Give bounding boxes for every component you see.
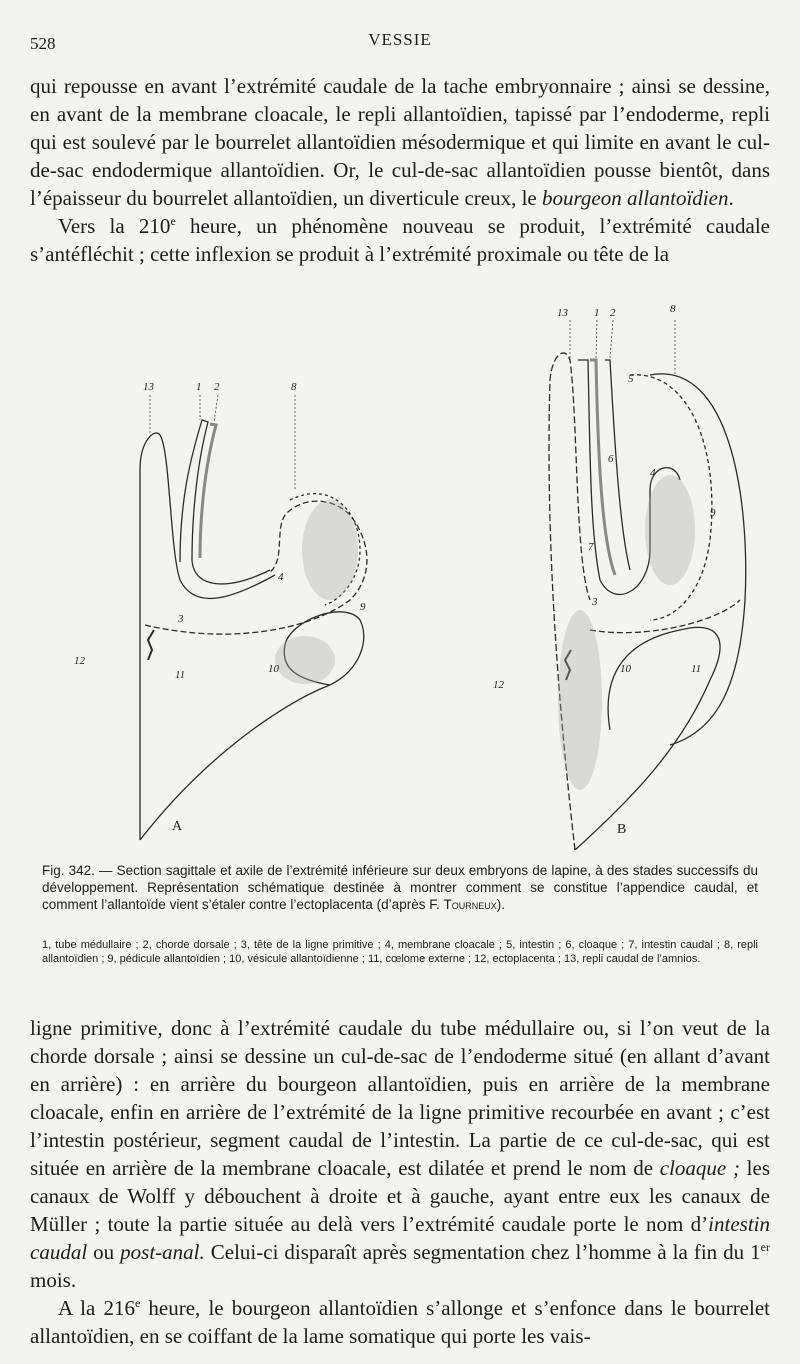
panel-a-stipple	[275, 500, 358, 684]
page-number: 528	[30, 34, 56, 53]
paragraph-1: qui repousse en avant l’extrémité caudale de la tache embryonnaire ; ainsi se dessine, en avant de la membrane cloacale, le repli allantoïdien, tapissé par l’endoderme, repli qui est soulevé par le bourrelet allantoïdien mésodermique et qui limite en avant le cul-de-sac endodermique allantoïdien. Or, le cul-de-sac allantoïdien pousse bientôt, dans l’épaisseur du bourrelet allantoïdien, un diverticule creux, le bourgeon allantoïdien.	[30, 74, 770, 210]
panel-letter-a: A	[172, 819, 183, 834]
running-title: VESSIE	[368, 30, 432, 49]
label-a-3: 3	[178, 613, 184, 625]
label-b-3: 3	[592, 596, 598, 608]
label-a-13: 13	[143, 381, 154, 393]
emphasis-bourgeon: bourgeon allantoïdien	[541, 186, 729, 210]
panel-a-drawing	[140, 420, 367, 840]
label-b-6: 6	[608, 453, 614, 465]
label-a-12: 12	[74, 655, 85, 667]
label-a-9: 9	[360, 601, 366, 613]
figure-342	[30, 300, 770, 850]
paragraph-4: A la 216e heure, le bourgeon allantoïdien s’allonge et s’enfonce dans le bourrelet allantoïdien, en se coiffant de la lame somatique qui porte les vais-	[30, 1296, 770, 1348]
label-a-10: 10	[268, 663, 279, 675]
figure-caption: Fig. 342. — Section sagittale et axile de l’extrémité inférieure sur deux embryons de lapine, à des stades successifs du développement. Représentation schématique destinée à montrer comment se constitue l’appendice caudal, et comment l’allantoïde vient s’étaler contre l’ectoplacenta (d’après F. Tourneux).	[42, 863, 758, 912]
text-block-top	[30, 72, 770, 268]
label-b-9: 9	[710, 507, 716, 519]
label-b-12: 12	[493, 679, 504, 691]
panel-letter-b: B	[617, 822, 627, 837]
paragraph-2: Vers la 210e heure, un phénomène nouveau se produit, l’extrémité caudale s’antéfléchit ; cette inflexion se produit à l’extrémité proximale ou tête de la	[30, 214, 771, 266]
caption-author: Tourneux	[443, 897, 497, 912]
figure-legend: 1, tube médullaire ; 2, chorde dorsale ; 3, tête de la ligne primitive ; 4, membrane cloacale ; 5, intestin ; 6, cloaque ; 7, intestin caudal ; 8, repli allantoïdien ; 9, pédicule allantoïdien ; 10, vésicule allantoïdienne ; 11, cœlome externe ; 12, ectoplacenta ; 13, repli caudal de l’amnios.	[42, 939, 758, 965]
label-a-2: 2	[214, 381, 220, 393]
label-b-2: 2	[610, 307, 616, 319]
paragraph-3: ligne primitive, donc à l’extrémité caudale du tube médullaire ou, si l’on veut de la chorde dorsale ; ainsi se dessine un cul-de-sac de l’endoderme situé (en allant d’avant en arrière) : en arrière du bourgeon allantoïdien, puis en arrière de la membrane cloacale, enfin en arrière de l’extrémité de la ligne primitive recourbée en avant ; c’est l’intestin postérieur, segment caudal de l’intestin. La partie de ce cul-de-sac, qui est située en arrière de la membrane cloacale, est dilatée et prend le nom de cloaque ; les canaux de Wolff y débouchent à droite et à gauche, ayant entre eux les canaux de Müller ; toute la partie située au delà vers l’extrémité caudale porte le nom d’intestin caudal ou post-anal. Celui-ci disparaît après segmentation chez l’homme à la fin du 1er mois.	[30, 1016, 770, 1292]
label-b-4: 4	[650, 467, 656, 479]
label-b-10: 10	[620, 663, 631, 675]
label-b-13: 13	[557, 307, 568, 319]
label-b-8: 8	[670, 303, 676, 315]
label-a-4: 4	[278, 571, 284, 583]
label-b-5: 5	[628, 373, 634, 385]
label-a-8: 8	[291, 381, 297, 393]
label-b-1: 1	[594, 307, 600, 319]
label-b-7: 7	[588, 541, 594, 553]
page-header	[30, 30, 770, 56]
text-block-bottom	[30, 1014, 770, 1350]
embryo-section-drawing	[30, 300, 770, 850]
label-a-11: 11	[175, 669, 186, 681]
label-a-1: 1	[196, 381, 202, 393]
label-b-11: 11	[691, 663, 702, 675]
